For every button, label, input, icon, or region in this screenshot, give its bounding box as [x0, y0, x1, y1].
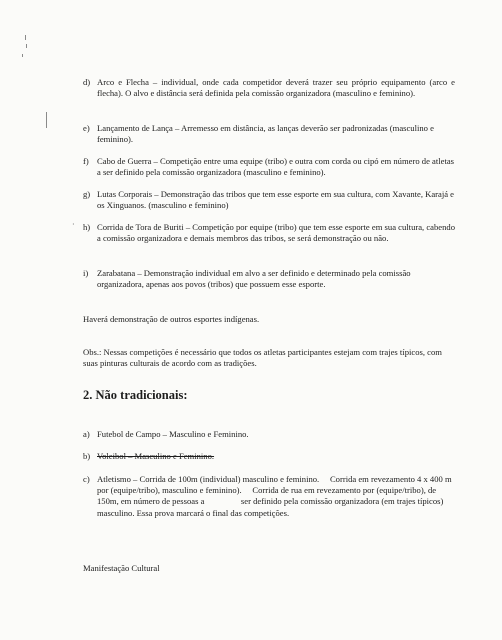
- item-letter: b): [83, 451, 91, 461]
- list-item: [83, 451, 455, 462]
- list-item: [83, 123, 455, 145]
- item-letter: c): [83, 474, 90, 484]
- scan-mark: [46, 112, 47, 128]
- item-text: Zarabatana – Demonstração individual em alvo a ser definido e determinado pela comissão organizadora, apenas aos povos (tribos) que possuem esse esporte.: [97, 268, 411, 290]
- item-letter: g): [83, 189, 91, 199]
- item-text: Atletismo – Corrida de 100m (individual) masculino e feminino. Corrida em revezamento 4 x 400 m por (equipe/tribo), masculino e feminino). Corrida de rua em revezamento por (equipe/tribo), de 150m, em número de pessoas a ser definido pela comissão organizadora (em trajes típicos) masculino. Essa prova marcará o final das competições.: [97, 474, 454, 518]
- item-text: Lançamento de Lança – Arremesso em distância, as lanças deverão ser padronizadas (masculino e feminino).: [97, 123, 434, 145]
- item-letter: d): [83, 77, 91, 87]
- list-item: [83, 474, 455, 519]
- item-text: Cabo de Guerra – Competição entre uma equipe (tribo) e outra com corda ou cipó em número de atletas a ser definido pela comissão organizadora (masculino e feminino).: [97, 156, 454, 178]
- item-text: Arco e Flecha – individual, onde cada competidor deverá trazer seu próprio equipamento (arco e flecha). O alvo e distância será definida pela comissão organizadora (masculino e feminino).: [97, 77, 455, 99]
- item-text: Futebol de Campo – Masculino e Feminino.: [97, 429, 249, 439]
- item-letter: h): [83, 222, 91, 232]
- scan-mark: [25, 35, 26, 40]
- item-letter: i): [83, 268, 89, 278]
- item-text: Corrida de Tora de Buriti – Competição por equipe (tribo) que tem esse esporte em sua cultura, cabendo a comissão organizadora e demais membros das tribos, se será demonstração ou não.: [97, 222, 455, 244]
- obs-paragraph: Obs.: Nessas competições é necessário que todos os atletas participantes estejam com trajes típicos, com suas pinturas culturais de acordo com as tradições.: [83, 347, 442, 369]
- list-item: [83, 189, 455, 211]
- list-item: [83, 268, 455, 290]
- margin-mark: ·: [72, 220, 75, 229]
- section-heading: 2. Não tradicionais:: [83, 388, 188, 402]
- scan-mark: [26, 44, 27, 48]
- scan-mark: [22, 54, 23, 57]
- item-letter: f): [83, 156, 89, 166]
- item-text: Voleibol – Masculino e Feminino.: [97, 451, 215, 461]
- list-item: [83, 77, 455, 99]
- item-text: Lutas Corporais – Demonstração das tribos que tem esse esporte em sua cultura, com Xavante, Karajá e os Xinguanos. (masculino e feminino): [97, 189, 454, 211]
- item-letter: e): [83, 123, 90, 133]
- manifestacao-cultural: Manifestação Cultural: [83, 563, 160, 573]
- demonstracao-paragraph: Haverá demonstração de outros esportes indígenas.: [83, 314, 260, 324]
- list-item: [83, 156, 455, 178]
- list-item: [83, 429, 455, 440]
- item-letter: a): [83, 429, 90, 439]
- list-item: [83, 222, 455, 244]
